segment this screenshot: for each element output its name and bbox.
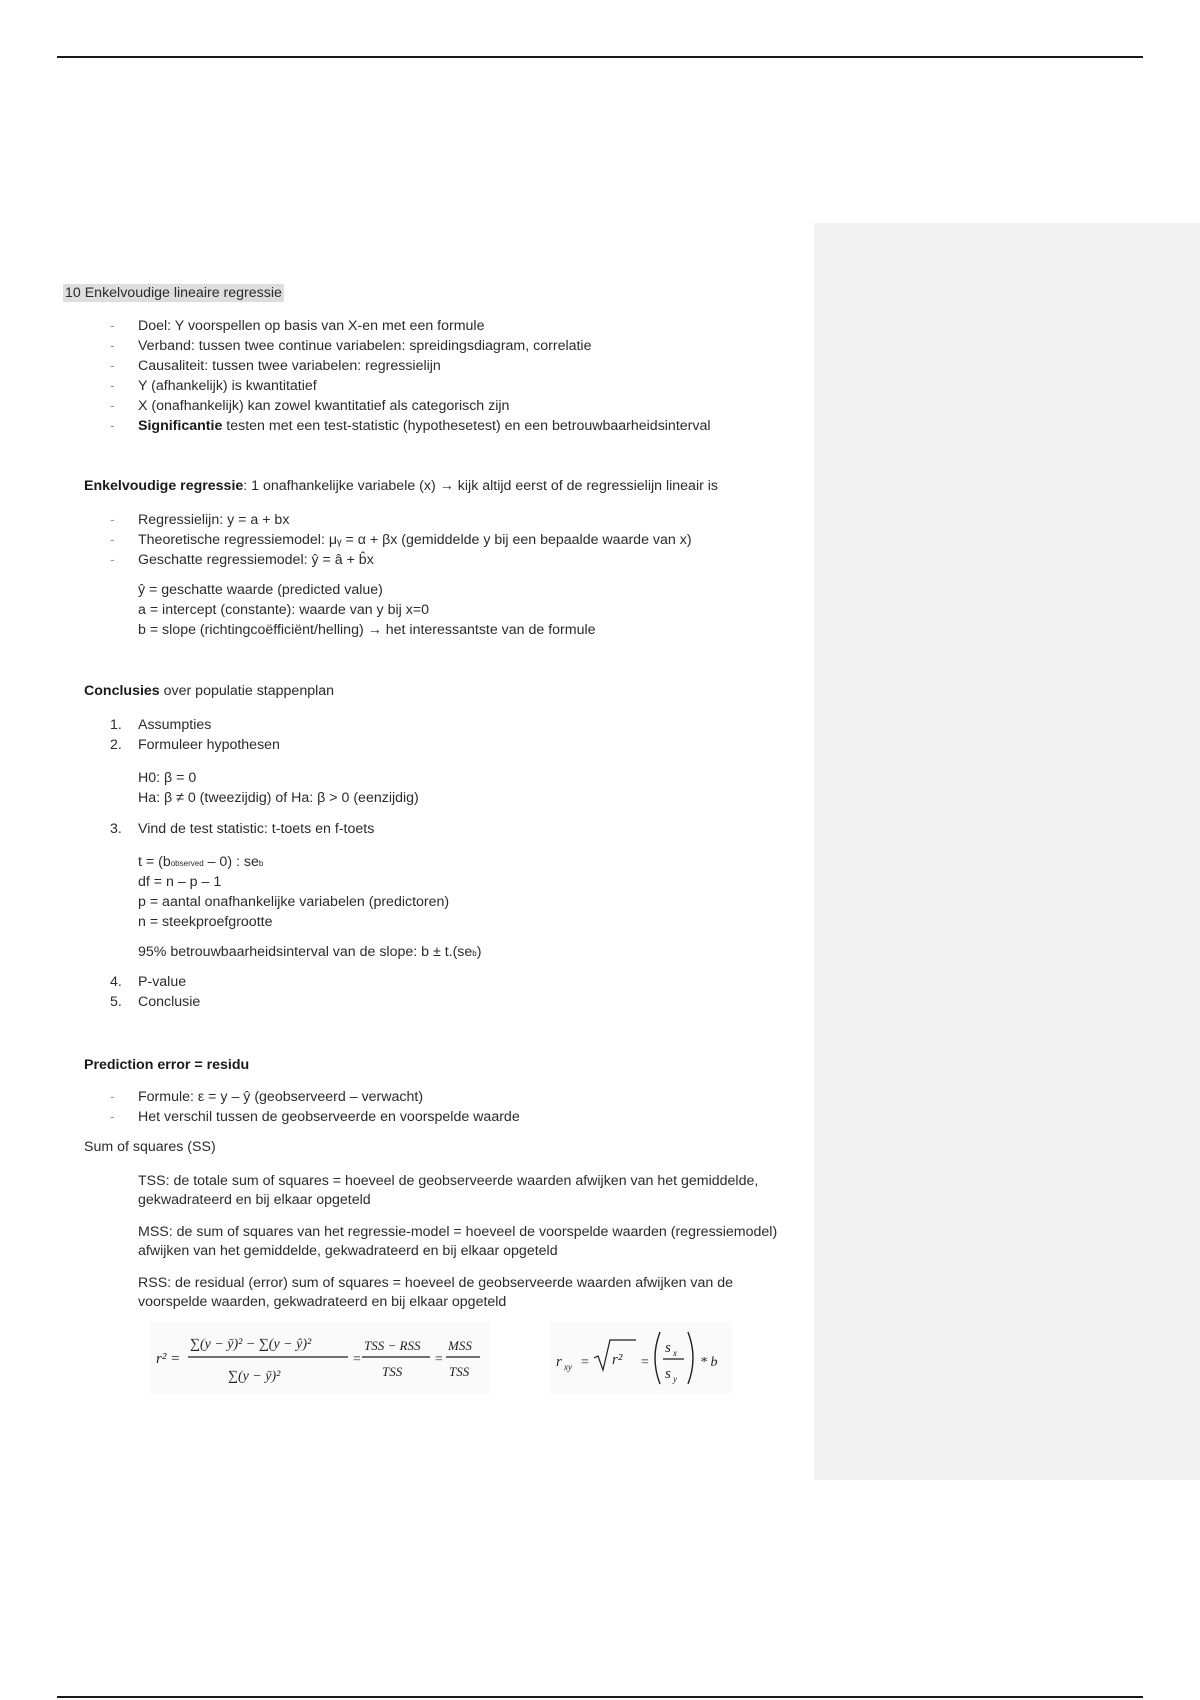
r-xy-formula-svg: [550, 1322, 732, 1394]
list-item: - Formule: ε = y – ŷ (geobserveerd – verwacht): [110, 1087, 520, 1107]
list-item: - Geschatte regressiemodel: ŷ = â + b̂x: [110, 550, 692, 570]
left-paren: [655, 1332, 660, 1384]
r2-tss-rss: TSS − RSS: [364, 1338, 421, 1353]
simple-regression-heading: [84, 478, 718, 494]
list-item: - Het verschil tussen de geobserveerde en voorspelde waarde: [110, 1107, 520, 1127]
list-item: - Verband: tussen twee continue variabelen: spreidingsdiagram, correlatie: [110, 336, 711, 356]
step-label: Assumpties: [138, 717, 212, 733]
rxy-lhs-sub: xy: [564, 1362, 572, 1372]
residual-bullet-list: [110, 1087, 520, 1127]
conclusions-text: over populatie stappenplan: [159, 683, 335, 699]
r-squared-formula: [150, 1322, 490, 1394]
test-statistic-block: [138, 852, 449, 932]
r2-equals-1: =: [352, 1352, 362, 1367]
ci-suffix: ): [476, 944, 482, 960]
r-squared-formula-svg: [150, 1322, 490, 1394]
test-line: n = steekproefgrootte: [138, 914, 273, 930]
steps-list-a: [110, 715, 280, 755]
test-line: p = aantal onafhankelijke variabelen (predictoren): [138, 894, 450, 910]
t-stat-sub: b: [258, 859, 264, 868]
regression-bullet-list: [110, 510, 692, 570]
rxy-equals: =: [580, 1355, 590, 1370]
list-item: [110, 819, 374, 839]
r2-tss-den: TSS: [382, 1364, 403, 1379]
step-label: Conclusie: [138, 994, 201, 1010]
definition-line: a = intercept (constante): waarde van y bij x=0: [138, 602, 430, 618]
definition-line: ŷ = geschatte waarde (predicted value): [138, 582, 383, 598]
comment-pane: [814, 223, 1200, 1480]
list-item: - Y (afhankelijk) is kwantitatief: [110, 376, 711, 396]
list-item: [110, 972, 200, 992]
list-item: - Theoretische regressiemodel: μᵧ = α + βx (gemiddelde y bij een bepaalde waarde van x): [110, 530, 692, 550]
step-number: 1.: [110, 717, 122, 733]
rxy-equals-2: =: [640, 1355, 650, 1370]
r2-tss-den-2: TSS: [449, 1364, 470, 1379]
header-rule: [57, 56, 1143, 58]
t-stat-prefix: t = (b: [138, 854, 171, 870]
r-xy-formula: [550, 1322, 732, 1394]
ci-sub: b: [472, 949, 477, 958]
significance-text: testen met een test-statistic (hypothesetest) en een betrouwbaarheidsinterval: [222, 418, 711, 434]
t-stat-sub: observed: [170, 859, 204, 868]
hypothesis-line: Ha: β ≠ 0 (tweezijdig) of Ha: β > 0 (eenzijdig): [138, 790, 419, 806]
residual-heading: [84, 1057, 249, 1073]
list-item: [110, 735, 280, 755]
list-item: [110, 992, 200, 1012]
conclusions-label: Conclusies: [84, 683, 160, 699]
ss-heading: Sum of squares (SS): [84, 1139, 216, 1155]
r2-equals-2: =: [434, 1352, 444, 1367]
step-number: 5.: [110, 994, 122, 1010]
hypotheses-block: [138, 768, 419, 808]
simple-regression-text: : 1 onafhankelijke variabele (x) → kijk altijd eerst of de regressielijn lineair is: [243, 478, 719, 494]
section-title: 10 Enkelvoudige lineaire regressie: [65, 285, 282, 301]
t-stat-line: [138, 852, 449, 872]
right-paren: [688, 1332, 693, 1384]
significance-label: Significantie: [138, 418, 223, 434]
ci-prefix: 95% betrouwbaarheidsinterval van de slope: b ± t.(se: [138, 944, 473, 960]
r2-mss: MSS: [448, 1338, 472, 1353]
hypothesis-line: H0: β = 0: [138, 770, 197, 786]
list-item: - Doel: Y voorspellen op basis van X-en met een formule: [110, 316, 711, 336]
intro-bullet-list: [110, 316, 711, 436]
confidence-interval: [138, 942, 481, 962]
residual-title: Prediction error = residu: [84, 1057, 250, 1073]
step-label: P-value: [138, 974, 187, 990]
list-item: - Regressielijn: y = a + bx: [110, 510, 692, 530]
list-item: [110, 416, 711, 436]
footer-rule: [57, 1696, 1143, 1698]
steps-list-c: [110, 972, 200, 1012]
r2-lhs: r² =: [156, 1351, 181, 1367]
rxy-sx: s: [665, 1340, 671, 1356]
test-line: df = n – p – 1: [138, 874, 222, 890]
step-number: 2.: [110, 737, 122, 753]
step-number: 4.: [110, 974, 122, 990]
rxy-root: r²: [612, 1352, 623, 1368]
r2-denominator: ∑(y − ȳ)²: [228, 1369, 281, 1384]
definition-line: b = slope (richtingcoëfficiënt/helling) → het interessantste van de formule: [138, 622, 596, 638]
ci-line: [138, 942, 481, 962]
list-item: - X (onafhankelijk) kan zowel kwantitatief als categorisch zijn: [110, 396, 711, 416]
regression-definitions: [138, 580, 596, 640]
rxy-sy-sub: y: [673, 1374, 677, 1384]
steps-list-b: [110, 819, 374, 839]
list-item: [110, 715, 280, 735]
rxy-sy: s: [665, 1366, 671, 1382]
mss-definition: MSS: de sum of squares van het regressie-model = hoeveel de voorspelde waarden (regressiemodel) afwijken van het gemiddelde, gekwadrateerd en bij elkaar opgeteld: [138, 1224, 778, 1259]
tss-definition: TSS: de totale sum of squares = hoeveel de geobserveerde waarden afwijken van het gemiddelde, gekwadrateerd en bij elkaar opgeteld: [138, 1173, 759, 1208]
rxy-sx-sub: x: [673, 1348, 677, 1358]
conclusions-heading: [84, 683, 334, 699]
r2-numerator: ∑(y − ȳ)² − ∑(y − ŷ)²: [190, 1337, 312, 1352]
rxy-lhs: r: [556, 1354, 562, 1370]
step-label: Formuleer hypothesen: [138, 737, 280, 753]
t-stat-mid: – 0) : se: [203, 854, 259, 870]
rxy-tail: * b: [700, 1355, 718, 1370]
rss-definition: RSS: de residual (error) sum of squares = hoeveel de geobserveerde waarden afwijken van de voorspelde waarden, gekwadrateerd en bij elkaar opgeteld: [138, 1275, 734, 1310]
step-number: 3.: [110, 821, 122, 837]
step-label: Vind de test statistic: t-toets en f-toets: [138, 821, 375, 837]
simple-regression-label: Enkelvoudige regressie: [84, 478, 244, 494]
list-item: - Causaliteit: tussen twee variabelen: regressielijn: [110, 356, 711, 376]
